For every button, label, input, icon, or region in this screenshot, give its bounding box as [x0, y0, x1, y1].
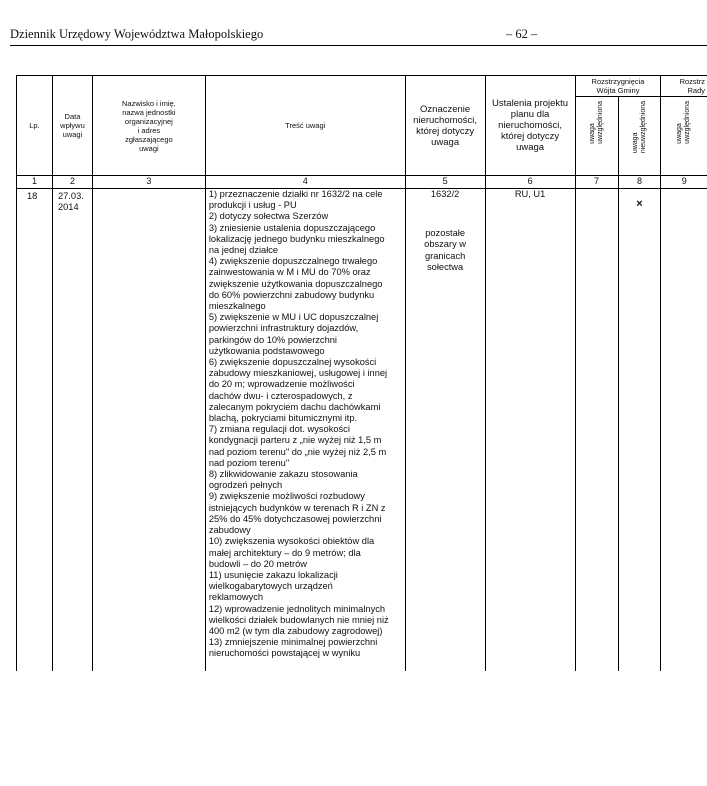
content-item: 8) zlikwidowanie zakazu stosowania ogrodzeń pełnych [208, 469, 358, 491]
content-item: 5) zwiększenie w MU i UC dopuszczalnej powierzchni infrastruktury dojazdów, parkingów do 10% powierzchni użytkowania podstawowego [208, 312, 379, 356]
page-header [10, 27, 707, 45]
content-item: 10) zwiększenia wysokości obiektów dla małej architektury – do 9 metrów; dla budowli – do 20 metrów [208, 536, 375, 569]
header-rejected-wojt-label: uwaga nieuwzględniona [631, 101, 647, 154]
row-date: 27.03. 2014 [52, 189, 92, 671]
row-name [92, 189, 205, 671]
header-accepted-wojt-label: uwaga uwzględniona [588, 101, 604, 144]
content-item: 1) przeznaczenie działki nr 1632/2 na cele produkcji i usług - PU [208, 189, 383, 211]
content-item: 6) zwiększenie dopuszczalnej wysokości zabudowy mieszkaniowej, usługowej i innej do 20 m; wprowadzenie możliwości dachów dwu- i czterospadowych, z zalecanym pokryciem dachu dachówkami blachą, pokryciami bitumicznymi itp. [208, 357, 388, 424]
remarks-table [16, 75, 707, 671]
header-plan: Ustalenia projektu planu dla nieruchomości, której dotyczy uwaga [485, 76, 575, 176]
header-accepted-rada [661, 97, 707, 176]
table-row [17, 189, 707, 671]
row-accepted-wojt [575, 189, 618, 671]
property-note: pozostałe obszary w granicach sołectwa [424, 228, 467, 272]
header-row-top [17, 76, 707, 97]
header-accepted-rada-label: uwaga uwzględniona [676, 101, 692, 144]
column-number-row [17, 176, 707, 189]
column-number: 7 [575, 176, 618, 189]
content-item: 7) zmiana regulacji dot. wysokości kondygnacji parteru z „nie wyżej niż 1,5 m nad poziom terenu" do „nie wyżej niż 2,5 m nad poziom terenu" [208, 424, 387, 468]
row-content [205, 189, 405, 671]
header-date: Data wpływu uwagi [52, 76, 92, 176]
content-item: 4) zwiększenie dopuszczalnego trwałego zainwestowania w M i MU do 70% oraz zwiększenie użytkowania dopuszczalnego do 60% powierzchni zabudowy budynku mieszkalnego [208, 256, 383, 312]
page-number: – 62 – [506, 27, 538, 41]
row-accepted-rada [661, 189, 707, 671]
journal-title: Dziennik Urzędowy Województwa Małopolskiego [10, 27, 264, 41]
column-number: 1 [17, 176, 53, 189]
row-plan: RU, U1 [485, 189, 575, 671]
header-lp: Lp. [17, 76, 53, 176]
content-item: 2) dotyczy sołectwa Szerzów [208, 211, 329, 222]
column-number: 5 [405, 176, 485, 189]
row-lp: 18 [17, 189, 53, 671]
header-content: Treść uwagi [205, 76, 405, 176]
content-item: 3) zniesienie ustalenia dopuszczającego lokalizację jednego budynku mieszkalnego na jednej działce [208, 222, 385, 256]
header-rule [10, 45, 707, 46]
header-name: Nazwisko i imię, nazwa jednostki organizacyjnej i adres zgłaszającego uwagi [92, 76, 205, 176]
header-rejected-wojt [618, 97, 661, 176]
header-property: Oznaczenie nieruchomości, której dotyczy uwaga [405, 76, 485, 176]
content-item: 12) wprowadzenie jednolitych minimalnych wielkości działek budowlanych nie mniej niż 400 m2 (w tym dla zabudowy zagrodowej) [208, 603, 389, 636]
content-item: 11) usunięcie zakazu lokalizacji wielkogabarytowych urządzeń reklamowych [208, 569, 338, 603]
row-property [405, 189, 485, 671]
column-number: 4 [205, 176, 405, 189]
header-accepted-wojt [575, 97, 618, 176]
property-id: 1632/2 [430, 189, 460, 199]
column-number: 8 [618, 176, 661, 189]
header-decision-wojt: Rozstrzygnięcia Wójta Gminy [575, 76, 661, 97]
column-number: 9 [661, 176, 707, 189]
column-number: 3 [92, 176, 205, 189]
rejected-mark: × [636, 198, 643, 210]
column-number: 6 [485, 176, 575, 189]
content-item: 9) zwiększenie możliwości rozbudowy istniejących budynków w terenach R i ZN z 25% do 45% dotychczasowej powierzchni zabudowy [208, 491, 386, 536]
header-decision-rada: Rozstrz Rady [661, 76, 707, 97]
row-rejected-wojt [618, 189, 661, 671]
content-item: 13) zmniejszenie minimalnej powierzchni nieruchomości powstającej w wyniku [208, 637, 378, 659]
column-number: 2 [52, 176, 92, 189]
